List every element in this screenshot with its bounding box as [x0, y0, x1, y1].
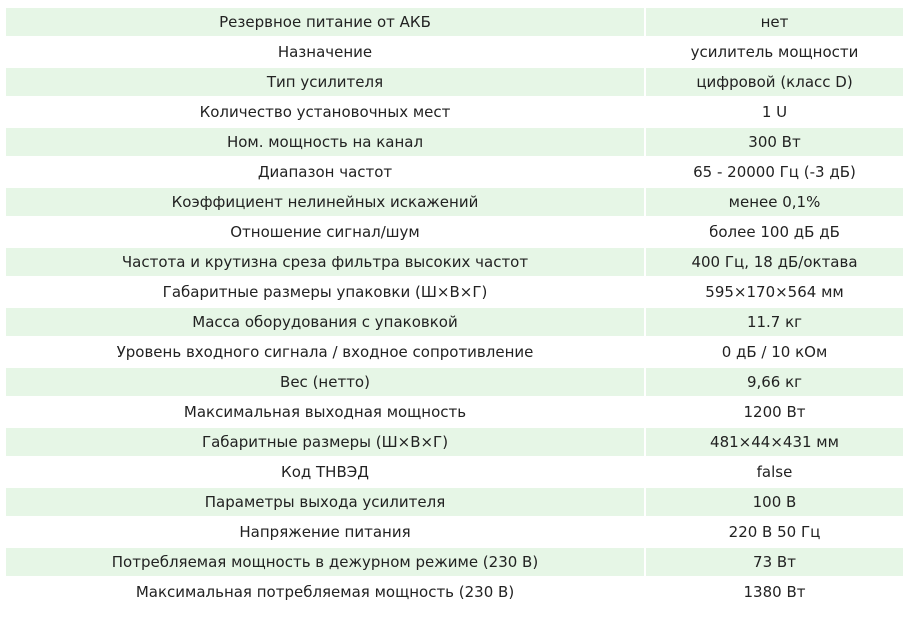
spec-row [6, 128, 903, 158]
spec-label: Назначение [6, 38, 646, 68]
spec-value: 220 В 50 Гц [646, 518, 903, 548]
spec-label: Диапазон частот [6, 158, 646, 188]
spec-value: 73 Вт [646, 548, 903, 578]
specifications-table [6, 8, 903, 608]
spec-label: Коэффициент нелинейных искажений [6, 188, 646, 218]
spec-row [6, 548, 903, 578]
spec-row [6, 188, 903, 218]
spec-label: Тип усилителя [6, 68, 646, 98]
spec-label: Потребляемая мощность в дежурном режиме (230 В) [6, 548, 646, 578]
spec-value: нет [646, 8, 903, 38]
spec-row [6, 578, 903, 608]
spec-value: усилитель мощности [646, 38, 903, 68]
spec-label: Частота и крутизна среза фильтра высоких частот [6, 248, 646, 278]
spec-label: Максимальная потребляемая мощность (230 В) [6, 578, 646, 608]
spec-row [6, 368, 903, 398]
spec-label: Параметры выхода усилителя [6, 488, 646, 518]
spec-row [6, 278, 903, 308]
spec-label: Вес (нетто) [6, 368, 646, 398]
spec-label: Масса оборудования с упаковкой [6, 308, 646, 338]
spec-value: false [646, 458, 903, 488]
spec-label: Напряжение питания [6, 518, 646, 548]
spec-label: Ном. мощность на канал [6, 128, 646, 158]
spec-value: 481×44×431 мм [646, 428, 903, 458]
spec-value: 1 U [646, 98, 903, 128]
spec-value: 11.7 кг [646, 308, 903, 338]
spec-label: Код ТНВЭД [6, 458, 646, 488]
spec-value: 1380 Вт [646, 578, 903, 608]
spec-label: Габаритные размеры (Ш×В×Г) [6, 428, 646, 458]
spec-value: 65 - 20000 Гц (-3 дБ) [646, 158, 903, 188]
spec-value: 100 В [646, 488, 903, 518]
spec-label: Количество установочных мест [6, 98, 646, 128]
spec-row [6, 38, 903, 68]
spec-row [6, 518, 903, 548]
spec-label: Уровень входного сигнала / входное сопротивление [6, 338, 646, 368]
spec-row [6, 218, 903, 248]
spec-value: 400 Гц, 18 дБ/октава [646, 248, 903, 278]
spec-label: Резервное питание от АКБ [6, 8, 646, 38]
spec-value: 0 дБ / 10 кОм [646, 338, 903, 368]
spec-row [6, 8, 903, 38]
spec-row [6, 98, 903, 128]
spec-value: более 100 дБ дБ [646, 218, 903, 248]
spec-value: 1200 Вт [646, 398, 903, 428]
spec-value: менее 0,1% [646, 188, 903, 218]
spec-row [6, 158, 903, 188]
spec-row [6, 458, 903, 488]
spec-row [6, 338, 903, 368]
spec-value: 9,66 кг [646, 368, 903, 398]
spec-label: Максимальная выходная мощность [6, 398, 646, 428]
spec-row [6, 308, 903, 338]
spec-value: 595×170×564 мм [646, 278, 903, 308]
spec-row [6, 248, 903, 278]
spec-label: Габаритные размеры упаковки (Ш×В×Г) [6, 278, 646, 308]
spec-row [6, 398, 903, 428]
spec-value: 300 Вт [646, 128, 903, 158]
spec-value: цифровой (класс D) [646, 68, 903, 98]
spec-row [6, 488, 903, 518]
spec-row [6, 68, 903, 98]
spec-label: Отношение сигнал/шум [6, 218, 646, 248]
spec-row [6, 428, 903, 458]
